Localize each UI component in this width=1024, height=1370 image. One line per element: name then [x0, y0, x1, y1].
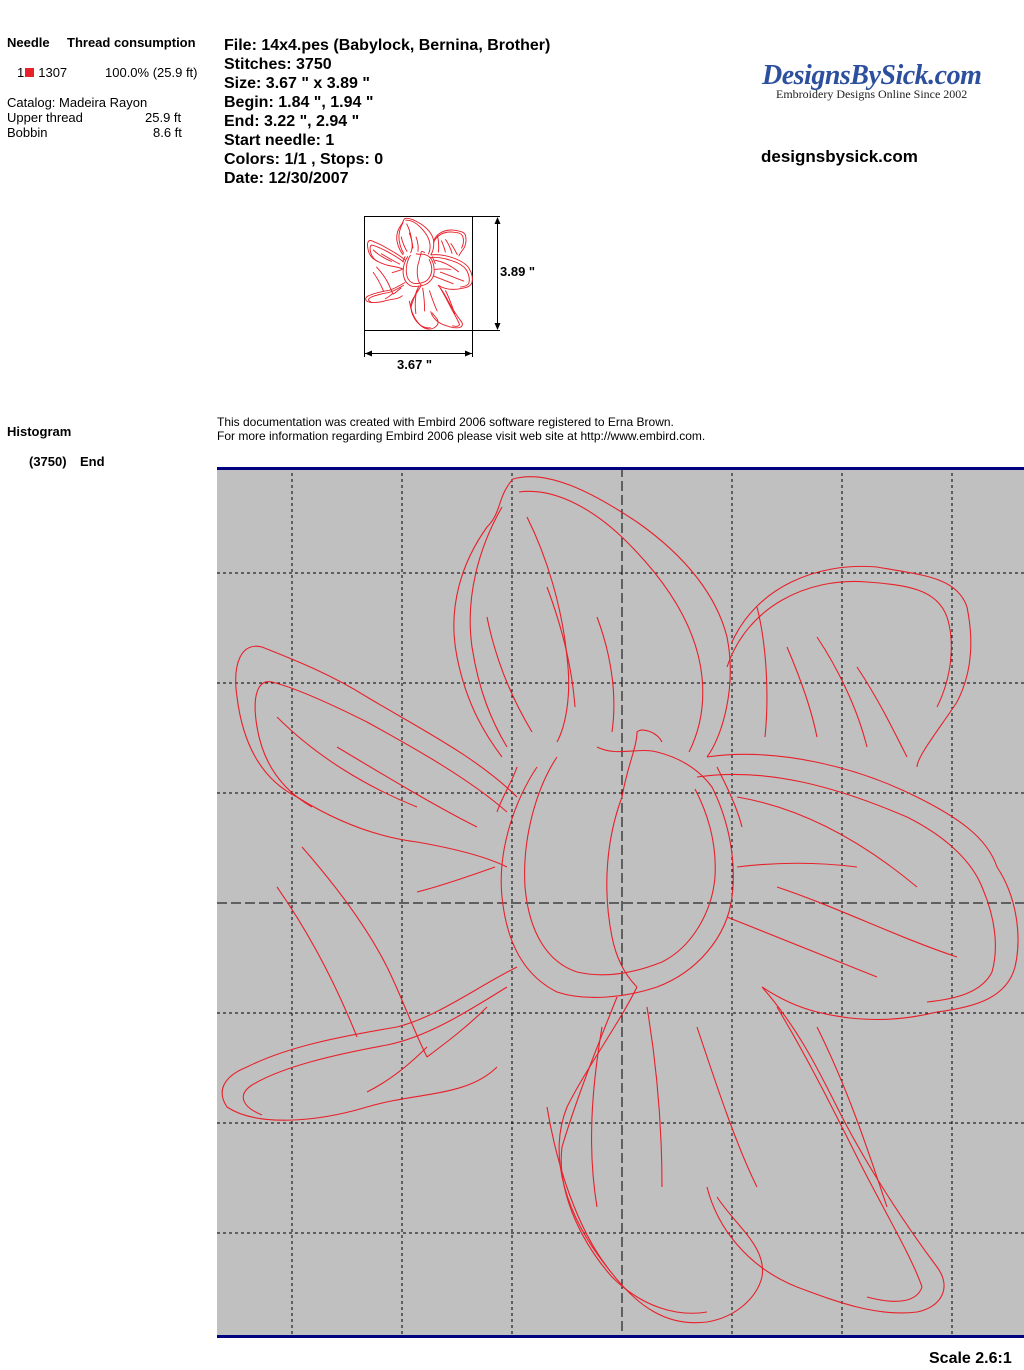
design-info — [224, 36, 550, 188]
width-dimension-label: 3.67 " — [397, 357, 433, 372]
stitch-preview-canvas — [217, 467, 1024, 1338]
start-needle-line: Start needle: 1 — [224, 132, 335, 149]
thread-color-swatch — [25, 68, 34, 77]
scale-label: Scale 2.6:1 — [929, 1350, 1012, 1367]
website-label: designsbysick.com — [761, 147, 918, 166]
thread-color-code: 1307 — [38, 65, 68, 80]
brand-logo: DesignsBySick.com — [762, 60, 982, 91]
catalog-label: Catalog: Madeira Rayon — [7, 95, 148, 110]
bobbin-value: 8.6 ft — [153, 125, 182, 140]
thread-consumption-header: Thread consumption — [67, 35, 196, 50]
stitches-line: Stitches: 3750 — [224, 56, 332, 73]
file-line: File: 14x4.pes (Babylock, Bernina, Brother) — [224, 37, 551, 54]
design-thumbnail — [360, 212, 560, 377]
website-note: For more information regarding Embird 2006 please visit web site at http://www.embird.com. — [217, 429, 706, 443]
brand-tagline: Embroidery Designs Online Since 2002 — [776, 87, 968, 101]
size-line: Size: 3.67 " x 3.89 " — [224, 75, 370, 92]
begin-line: Begin: 1.84 ", 1.94 " — [224, 94, 374, 111]
software-note: This documentation was created with Embird 2006 software registered to Erna Brown. — [217, 415, 674, 429]
histogram-entry-label: End — [80, 454, 105, 469]
needle-row — [17, 65, 67, 80]
histogram-entry-count: (3750) — [29, 454, 67, 469]
end-line: End: 3.22 ", 2.94 " — [224, 113, 360, 130]
bobbin-label: Bobbin — [7, 125, 48, 140]
upper-thread-label: Upper thread — [7, 110, 83, 125]
date-line: Date: 12/30/2007 — [224, 170, 349, 187]
histogram-title: Histogram — [7, 424, 72, 439]
needle-header: Needle — [7, 35, 50, 50]
stitch-preview — [217, 467, 1024, 1338]
thread-consumption-value: 100.0% (25.9 ft) — [105, 65, 198, 80]
needle-number: 1 — [17, 65, 25, 80]
upper-thread-value: 25.9 ft — [145, 110, 182, 125]
colors-line: Colors: 1/1 , Stops: 0 — [224, 151, 384, 168]
height-dimension-label: 3.89 " — [500, 264, 536, 279]
